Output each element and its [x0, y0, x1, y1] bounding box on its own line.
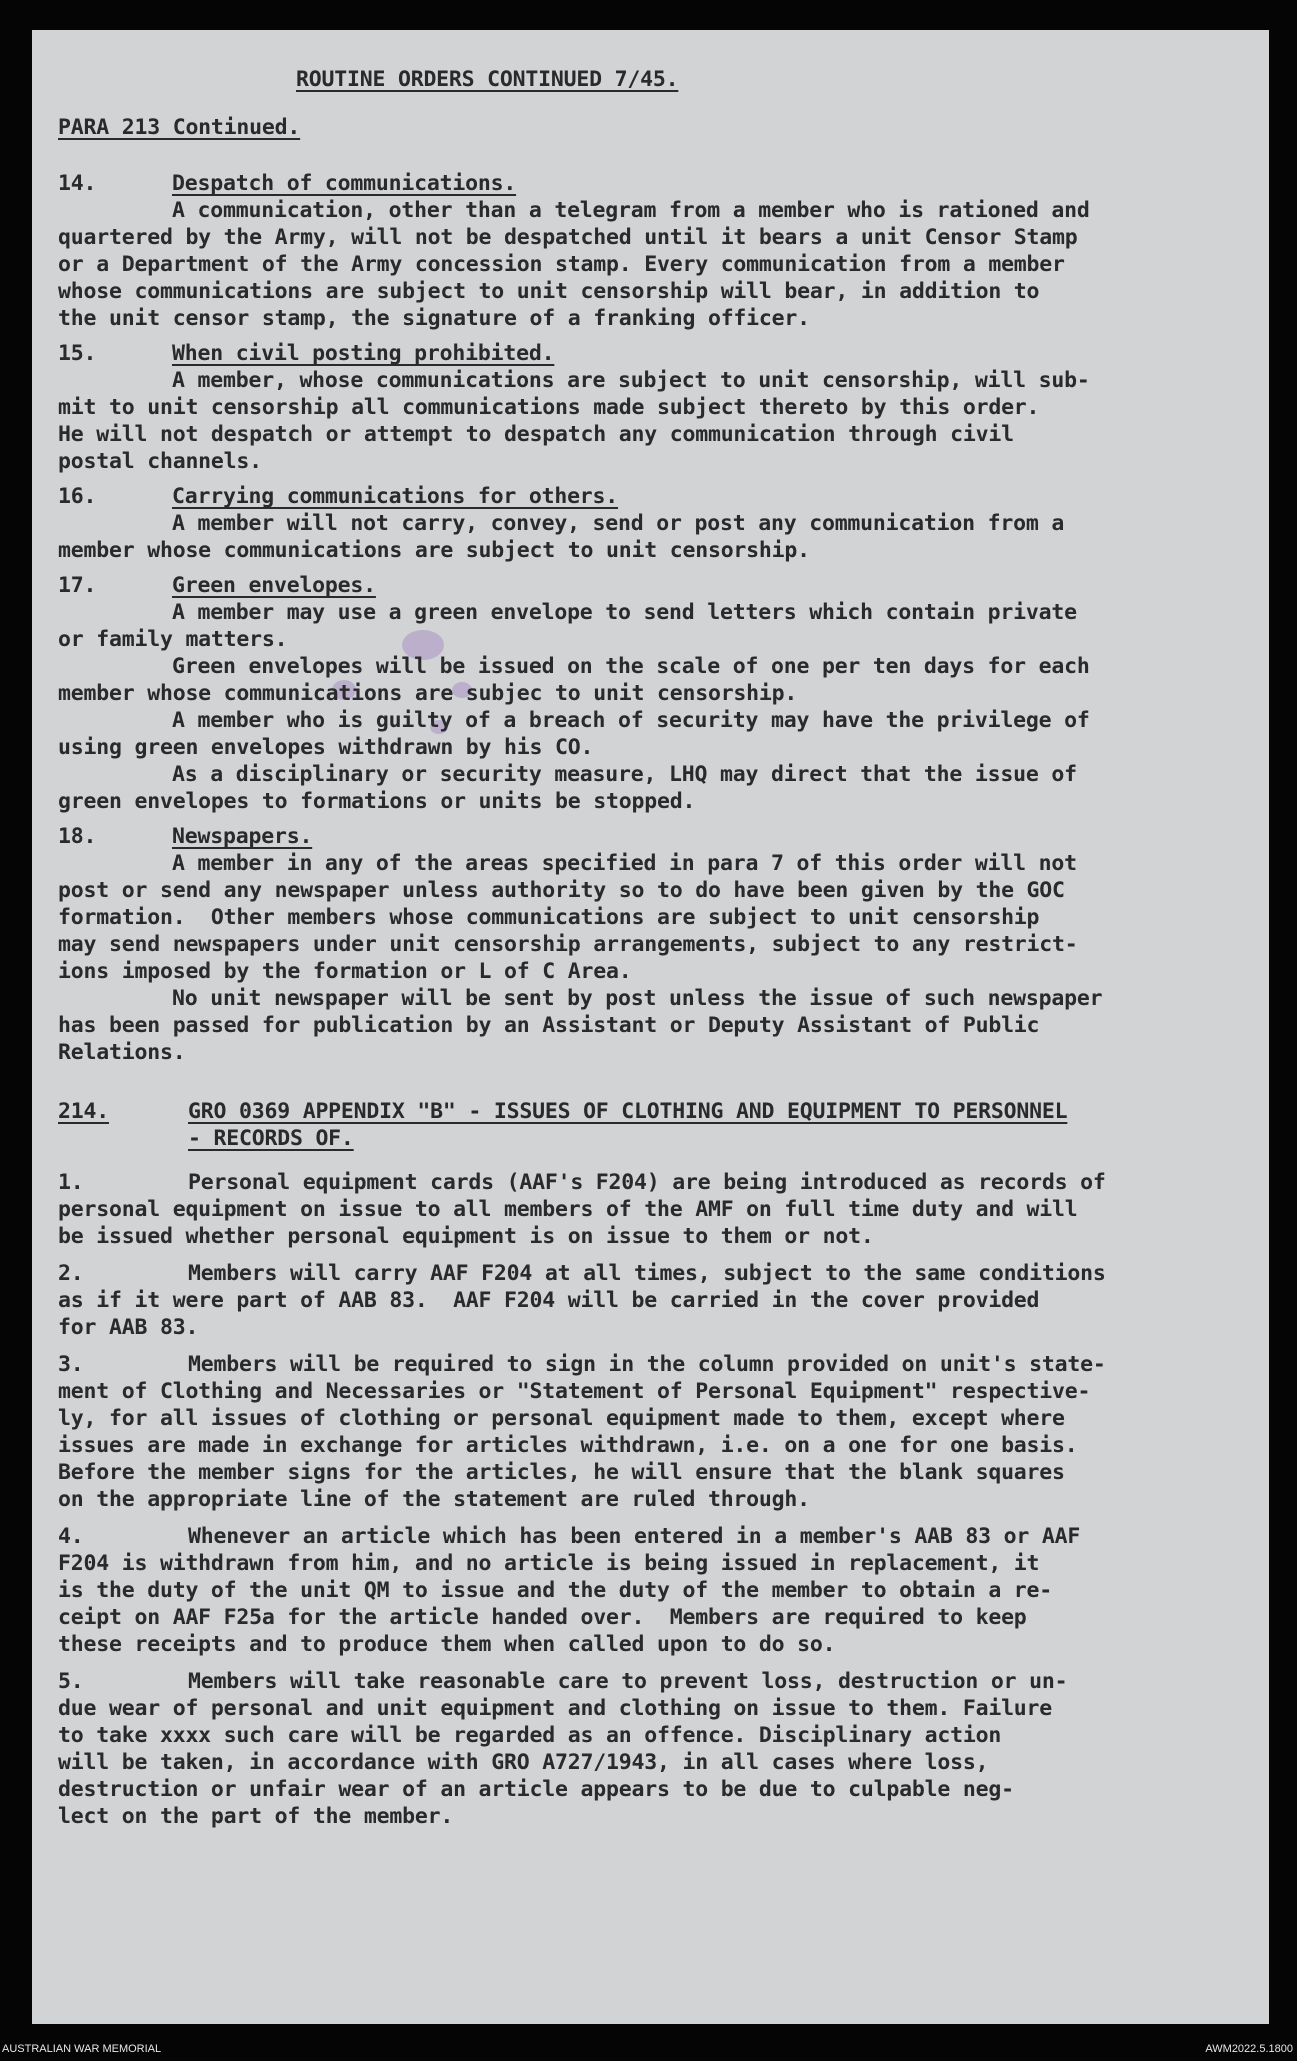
- section-heading: When civil posting prohibited.: [172, 341, 555, 366]
- body-line: A communication, other than a telegram from a member who is rationed and: [172, 198, 1090, 223]
- body-line: lect on the part of the member.: [58, 1804, 454, 1829]
- body-line: Members will take reasonable care to prevent loss, destruction or un-: [188, 1669, 1068, 1694]
- body-line: ions imposed by the formation or L of C Area.: [58, 959, 632, 984]
- body-line: or a Department of the Army concession stamp. Every communication from a member: [58, 252, 1065, 277]
- body-line: issues are made in exchange for articles withdrawn, i.e. on a one for one basis.: [58, 1433, 1078, 1458]
- section-number: 15.: [58, 341, 97, 366]
- item-number: 1.: [58, 1170, 84, 1195]
- body-line: Members will carry AAF F204 at all times, subject to the same conditions: [188, 1261, 1106, 1286]
- body-line: formation. Other members whose communications are subject to unit censorship: [58, 905, 1040, 930]
- body-line: As a disciplinary or security measure, LHQ may direct that the issue of: [172, 762, 1077, 787]
- body-line: will be taken, in accordance with GRO A727/1943, in all cases where loss,: [58, 1750, 989, 1775]
- para-continued-heading: PARA 213 Continued.: [58, 115, 301, 140]
- body-line: for AAB 83.: [58, 1315, 199, 1340]
- body-line: A member will not carry, convey, send or post any communication from a: [172, 511, 1065, 536]
- body-line: Whenever an article which has been entered in a member's AAB 83 or AAF: [188, 1524, 1081, 1549]
- body-line: these receipts and to produce them when called upon to do so.: [58, 1632, 836, 1657]
- body-line: is the duty of the unit QM to issue and the duty of the member to obtain a re-: [58, 1578, 1053, 1603]
- item-number: 4.: [58, 1524, 84, 1549]
- body-line: ly, for all issues of clothing or personal equipment made to them, except where: [58, 1406, 1065, 1431]
- body-line: quartered by the Army, will not be despatched until it bears a unit Censor Stamp: [58, 225, 1078, 250]
- body-line: A member who is guilty of a breach of security may have the privilege of: [172, 708, 1090, 733]
- section-number: 16.: [58, 484, 97, 509]
- section-number: 18.: [58, 824, 97, 849]
- footer-left: AUSTRALIAN WAR MEMORIAL: [2, 2043, 162, 2055]
- body-line: A member in any of the areas specified in para 7 of this order will not: [172, 851, 1077, 876]
- body-line: as if it were part of AAB 83. AAF F204 will be carried in the cover provided: [58, 1288, 1040, 1313]
- body-line: post or send any newspaper unless authority so to do have been given by the GOC: [58, 878, 1065, 903]
- body-line: or family matters.: [58, 627, 288, 652]
- body-line: Before the member signs for the articles, he will ensure that the blank squares: [58, 1460, 1065, 1485]
- body-line: personal equipment on issue to all members of the AMF on full time duty and will: [58, 1197, 1078, 1222]
- body-line: member whose communications are subjec to unit censorship.: [58, 681, 798, 706]
- body-line: may send newspapers under unit censorship arrangements, subject to any restrict-: [58, 932, 1078, 957]
- body-line: due wear of personal and unit equipment and clothing on issue to them. Failure: [58, 1696, 1053, 1721]
- body-line: Relations.: [58, 1040, 186, 1065]
- body-line: Personal equipment cards (AAF's F204) are being introduced as records of: [188, 1170, 1106, 1195]
- body-line: mit to unit censorship all communications made subject thereto by this order.: [58, 395, 1040, 420]
- body-line: member whose communications are subject to unit censorship.: [58, 538, 810, 563]
- item-number: 3.: [58, 1352, 84, 1377]
- section-heading: Green envelopes.: [172, 573, 376, 598]
- item-number: 5.: [58, 1669, 84, 1694]
- body-line: the unit censor stamp, the signature of a franking officer.: [58, 306, 810, 331]
- document-title: ROUTINE ORDERS CONTINUED 7/45.: [296, 67, 679, 92]
- section-number: 17.: [58, 573, 97, 598]
- section-heading: - RECORDS OF.: [188, 1126, 354, 1151]
- body-line: A member, whose communications are subject to unit censorship, will sub-: [172, 368, 1090, 393]
- footer-right: AWM2022.5.1800: [1205, 2043, 1293, 2055]
- section-number: 214.: [58, 1099, 109, 1124]
- body-line: to take xxxx such care will be regarded as an offence. Disciplinary action: [58, 1723, 1002, 1748]
- body-line: postal channels.: [58, 449, 262, 474]
- section-heading: Newspapers.: [172, 824, 313, 849]
- body-line: be issued whether personal equipment is on issue to them or not.: [58, 1224, 874, 1249]
- body-line: whose communications are subject to unit censorship will bear, in addition to: [58, 279, 1040, 304]
- body-line: He will not despatch or attempt to despatch any communication through civil: [58, 422, 1014, 447]
- section-number: 14.: [58, 171, 97, 196]
- body-line: No unit newspaper will be sent by post unless the issue of such newspaper: [172, 986, 1103, 1011]
- body-line: green envelopes to formations or units be stopped.: [58, 789, 696, 814]
- body-line: Members will be required to sign in the column provided on unit's state-: [188, 1352, 1106, 1377]
- body-line: using green envelopes withdrawn by his CO.: [58, 735, 594, 760]
- body-line: ment of Clothing and Necessaries or "Statement of Personal Equipment" respective-: [58, 1379, 1091, 1404]
- document-page: [32, 30, 1269, 2024]
- item-number: 2.: [58, 1261, 84, 1286]
- body-line: A member may use a green envelope to send letters which contain private: [172, 600, 1077, 625]
- body-line: F204 is withdrawn from him, and no article is being issued in replacement, it: [58, 1551, 1040, 1576]
- section-heading: GRO 0369 APPENDIX "B" - ISSUES OF CLOTHING AND EQUIPMENT TO PERSONNEL: [188, 1099, 1068, 1124]
- body-line: Green envelopes will be issued on the scale of one per ten days for each: [172, 654, 1090, 679]
- section-heading: Carrying communications for others.: [172, 484, 619, 509]
- body-line: destruction or unfair wear of an article appears to be due to culpable neg-: [58, 1777, 1014, 1802]
- body-line: on the appropriate line of the statement are ruled through.: [58, 1487, 810, 1512]
- section-heading: Despatch of communications.: [172, 171, 517, 196]
- body-line: has been passed for publication by an Assistant or Deputy Assistant of Public: [58, 1013, 1040, 1038]
- body-line: ceipt on AAF F25a for the article handed over. Members are required to keep: [58, 1605, 1027, 1630]
